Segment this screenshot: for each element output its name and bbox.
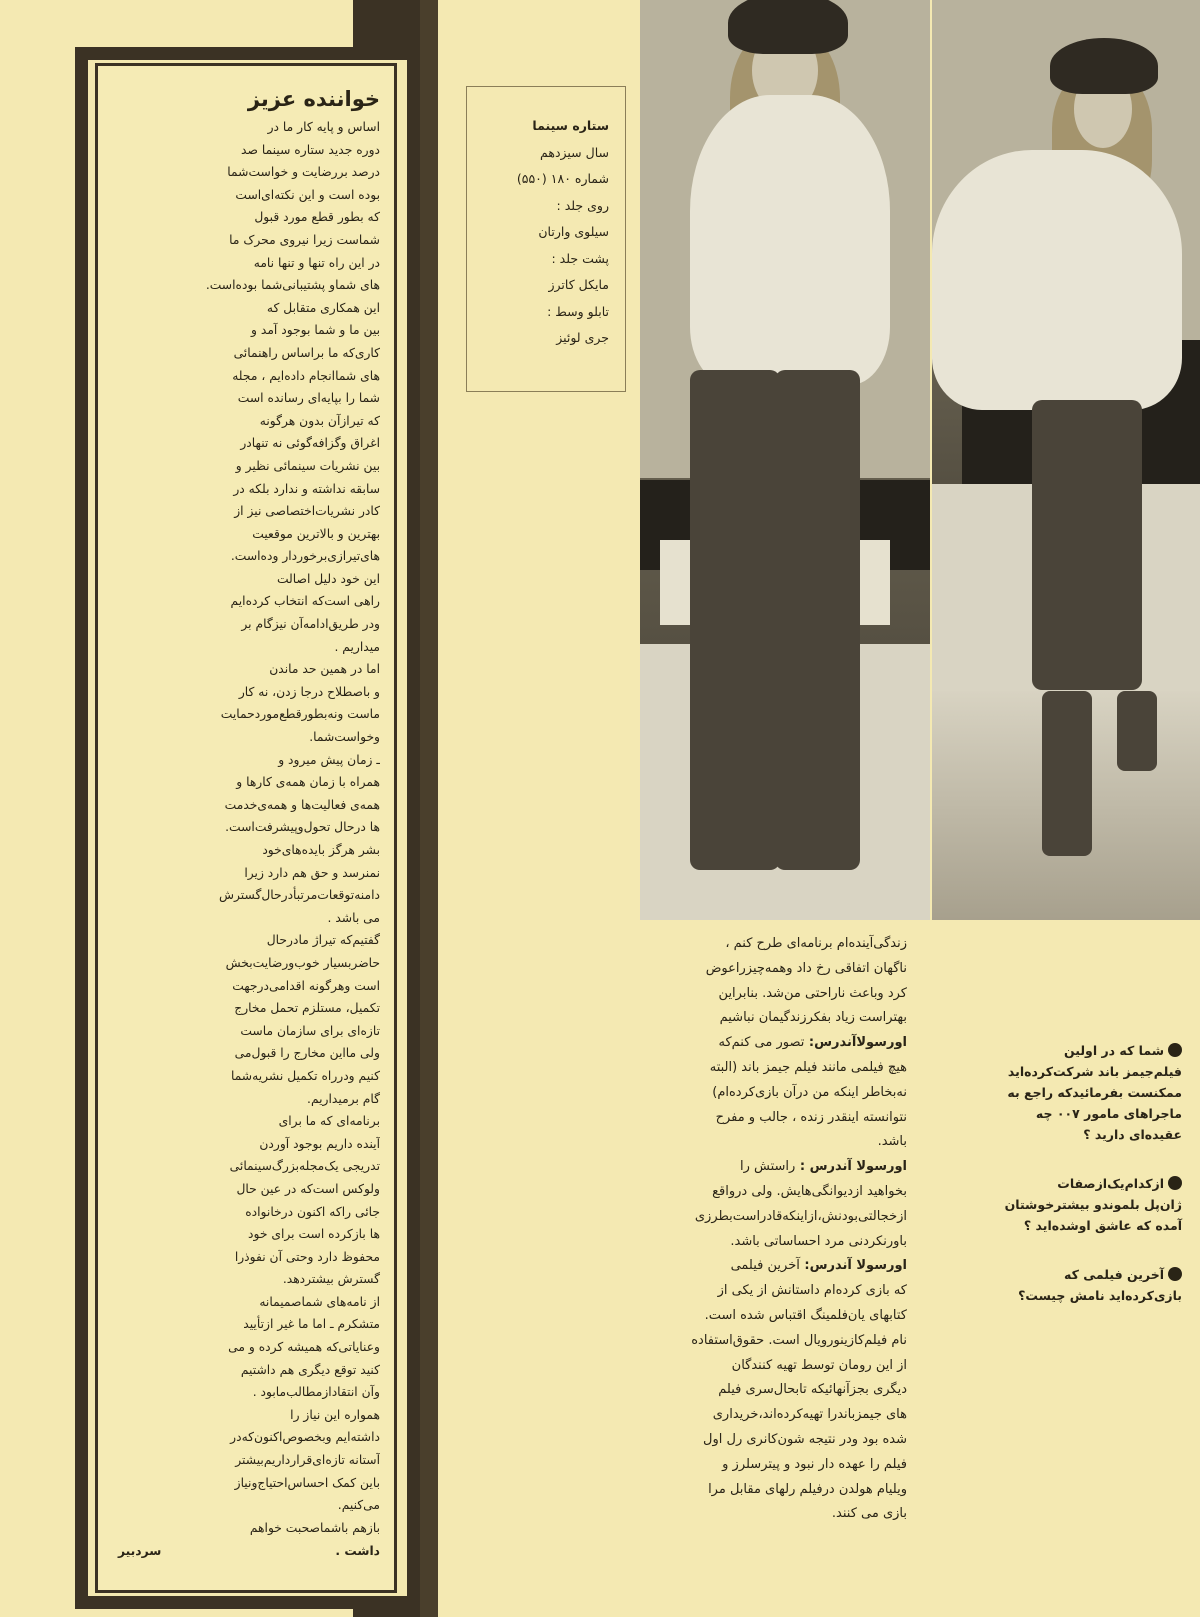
letter-line: وعنایاتی‌که همیشه کرده و می <box>228 1340 380 1355</box>
question-line <box>920 1103 1182 1124</box>
interview-line-text: های جیمزباندرا تهیه‌کرده‌اند،خریداری <box>712 1407 907 1423</box>
letter-line: شماست زیرا نیروی محرک ما <box>229 232 380 247</box>
question-line <box>920 1194 1182 1215</box>
model-trousers-left <box>690 370 780 870</box>
question-line <box>920 1124 1182 1145</box>
question-line-text: فیلم‌جیمز باند شرکت‌کرده‌اید <box>1007 1064 1182 1079</box>
interview-line <box>645 1428 907 1453</box>
interview-line-text: نام فیلم‌کازینورویال است. حقوق‌استفاده <box>691 1332 907 1348</box>
spine-strip-light <box>420 0 438 1617</box>
question-line-text: ممکنست بفرمائیدکه راجع به <box>1007 1085 1182 1100</box>
letter-line: است وهرگونه اقدامی‌درجهت <box>232 978 380 993</box>
question-line-text: عقیده‌ای دارید ؟ <box>1083 1127 1182 1142</box>
speaker-label: اورسولاآندرس: <box>804 1035 907 1051</box>
letter-line: بشر هرگز بایده‌های‌خود <box>262 843 380 857</box>
letter-line: ودر طریق‌ادامه‌آن نیزگام بر <box>241 617 380 632</box>
interview-line <box>645 1180 907 1205</box>
interview-line <box>645 1254 907 1279</box>
credits-line: پشت جلد : <box>551 250 609 266</box>
interview-line <box>645 1453 907 1478</box>
letter-line: بین ما و شما بوجود آمد و <box>251 323 380 338</box>
interview-line <box>645 1056 907 1081</box>
credits-line: روی جلد : <box>556 197 609 213</box>
letter-line: آینده داریم بوجود آوردن <box>259 1136 380 1151</box>
letter-line: تکمیل، مستلزم تحمل مخارج <box>234 1001 380 1016</box>
letter-line: گسترش بیشتردهد. <box>282 1272 380 1287</box>
letter-line: از نامه‌های شماصمیمانه <box>259 1294 380 1309</box>
letter-line: های‌تیرازی‌برخوردار وده‌است. <box>230 549 380 564</box>
interview-line <box>645 1403 907 1428</box>
model-leg-lower <box>1042 691 1092 856</box>
bullet-icon <box>1168 1267 1182 1281</box>
letter-signature: سردبیر <box>118 1544 162 1559</box>
letter-line: همواره این نیاز را <box>290 1407 380 1422</box>
interview-line <box>645 1502 907 1527</box>
letter-line: کاری‌که ما براساس راهنمائی <box>233 345 380 360</box>
letter-line: نمنرسد و حق هم دارد زیرا <box>244 865 380 880</box>
letter-line: کنیم ودرراه تکمیل نشریه‌شما <box>230 1068 380 1083</box>
interview-line-text: باورنکردنی مرد احساساتی باشد. <box>730 1233 907 1249</box>
letter-line: بین نشریات سینمائی نظیر و <box>235 458 380 473</box>
letter-line: این همکاری متقابل که <box>266 300 380 315</box>
letter-line: این خود دلیل اصالت <box>276 571 380 586</box>
interview-line <box>645 1378 907 1403</box>
letter-line: دوره جدید ستاره سینما صد <box>241 142 380 157</box>
question-line <box>920 1082 1182 1103</box>
question-line <box>920 1264 1182 1285</box>
letter-line: وآن انتقادازمطالب‌مابود . <box>252 1385 380 1400</box>
interview-line-text: تصور می کنم‌که <box>718 1035 805 1051</box>
letter-line: های شماو پشتیبانی‌شما بوده‌است. <box>205 278 380 293</box>
question-line-text: شما که در اولین <box>1064 1043 1164 1058</box>
letter-line: آستانه تازه‌ای‌قرارداریم‌بیشتر <box>235 1453 380 1468</box>
speaker-label: اورسولا آندرس : <box>795 1159 907 1175</box>
fashion-photo-left <box>640 0 930 920</box>
letter-line: اما در همین حد ماندن <box>269 662 380 677</box>
interview-line-text: نەبخاطر اینکه من درآن بازی‌کرده‌ام) <box>712 1084 907 1100</box>
question-line <box>920 1040 1182 1061</box>
model-trousers-right <box>775 370 860 870</box>
interview-line <box>645 1354 907 1379</box>
model-hat <box>728 0 848 54</box>
letter-line: برنامه‌ای که ما برای <box>278 1114 380 1129</box>
interview-line-text: بهتراست زیاد بفکرزندگیمان نباشیم <box>719 1010 907 1026</box>
letter-line: بوده است و این نکته‌ای‌است <box>235 187 380 202</box>
question-line-text: ازکدام‌یک‌ازصفات <box>1057 1176 1164 1191</box>
letter-line: درصد بررضایت و خواست‌شما <box>227 165 380 180</box>
letter-line: راهی است‌که انتخاب کرده‌ایم <box>230 594 380 609</box>
interview-line-text: شده بود ودر نتیجه شون‌کانری رل اول <box>703 1431 907 1447</box>
interview-line <box>645 1304 907 1329</box>
interview-questions <box>920 1040 1182 1334</box>
model-hat <box>1050 38 1158 94</box>
interview-line-text: کتابهای یان‌فلمینگ اقتباس شده است. <box>704 1307 907 1323</box>
margin-strip-left <box>58 0 68 1617</box>
letter-line: باین کمک احساس‌احتیاج‌ونیاز <box>234 1475 380 1490</box>
letter-line: ماست ونه‌بطورقطع‌موردحمایت <box>220 707 380 722</box>
letter-line: ولوکس است‌که در عین حال <box>236 1181 380 1196</box>
bullet-icon <box>1168 1043 1182 1057</box>
interview-line-text: دیگری بجزآنهائیکه تابحال‌سری فیلم <box>718 1382 907 1398</box>
interview-line-text: زندگی‌آینده‌ام برنامه‌ای طرح کنم ، <box>725 936 907 951</box>
letter-line: جائی راکه اکنون درخانواده <box>245 1204 380 1219</box>
credits-line: جری لوئیز <box>556 330 609 345</box>
interview-line-text: بازی می کنند. <box>831 1506 907 1522</box>
issue-credits-box <box>466 86 626 392</box>
interview-line <box>645 1205 907 1230</box>
question-line <box>920 1061 1182 1082</box>
interview-line-text: نتوانسته اینقدر زنده ، جالب و مفرح <box>715 1109 907 1125</box>
fashion-photo-right <box>932 0 1200 691</box>
question-block <box>920 1264 1182 1306</box>
interview-line <box>645 1155 907 1180</box>
interview-line <box>645 1130 907 1155</box>
letter-signature-row <box>118 1541 380 1561</box>
interview-line-text: که بازی کرده‌ام داستانش از یکی از <box>717 1283 907 1299</box>
letter-line: می باشد . <box>327 910 380 925</box>
letter-line: همراه با زمان همه‌ی کارها و <box>236 775 380 790</box>
interview-line <box>645 1006 907 1031</box>
photo-right-lower <box>932 691 1200 920</box>
credits-line: مایکل کاترز <box>548 277 609 292</box>
letter-title: خواننده عزیز <box>247 87 380 111</box>
letter-closing-word: داشت . <box>335 1544 380 1559</box>
letter-line: های شماانجام داده‌ایم ، مجله <box>232 368 380 383</box>
interview-text <box>645 932 907 1527</box>
model-sweater <box>690 95 890 385</box>
interview-line-text: راستش را <box>740 1159 796 1175</box>
interview-line <box>645 1329 907 1354</box>
letter-line: که تیرازآن بدون هرگونه <box>259 413 380 428</box>
letter-line: اغراق وگزافه‌گوئی نه تنهادر <box>240 436 380 451</box>
interview-line-text: ازخجالتی‌بودنش،ازاینکه‌قادراست‌بطرزی <box>694 1208 907 1224</box>
letter-line: متشکرم ـ اما ما غیر ازتأیید <box>243 1317 380 1332</box>
letter-line: تدریجی یک‌مجله‌بزرگ‌سینمائی <box>229 1159 380 1174</box>
letter-line: که بطور قطع مورد قبول <box>254 210 380 225</box>
credits-line: سال سیزدهم <box>540 144 609 160</box>
letter-body <box>118 116 380 1539</box>
question-line-text: آخرین فیلمی که <box>1064 1267 1164 1282</box>
letter-line: کنید توقع دیگری هم داشتیم <box>240 1362 380 1377</box>
editor-letter <box>118 86 380 1561</box>
letter-line: تازه‌ای برای سازمان ماست <box>240 1023 380 1038</box>
letter-line: کادر نشریات‌اختصاصی نیز از <box>234 504 380 519</box>
letter-line: حاضربسیار خوب‌ورضایت‌بخش <box>225 955 380 970</box>
letter-line: گام برمیداریم. <box>307 1091 380 1106</box>
question-line <box>920 1173 1182 1194</box>
credits-line: سیلوی وارتان <box>538 224 609 239</box>
question-line-text: بازی‌کرده‌اید نامش چیست؟ <box>1018 1288 1182 1303</box>
letter-line: اساس و پایه کار ما در <box>267 120 380 134</box>
letter-line: همه‌ی فعالیت‌ها و همه‌ی‌خدمت <box>224 797 380 812</box>
letter-line: وخواست‌شما. <box>309 730 380 745</box>
question-block <box>920 1173 1182 1236</box>
interview-line-text: آخرین فیلمی <box>730 1258 800 1274</box>
question-block <box>920 1040 1182 1145</box>
interview-line-text: از این رومان توسط تهیه کنندگان <box>731 1357 907 1373</box>
speaker-label: اورسولا آندرس: <box>799 1258 907 1274</box>
letter-line: و باصطلاح درجا زدن، نه کار <box>238 684 380 699</box>
interview-line <box>645 982 907 1007</box>
letter-line: سابقه نداشته و ندارد بلکه در <box>233 481 380 496</box>
interview-line-text: باشد. <box>877 1134 907 1150</box>
question-line <box>920 1285 1182 1306</box>
letter-line: ـ زمان پیش میرود و <box>278 752 380 767</box>
interview-line <box>645 957 907 982</box>
credits-line: شماره ۱۸۰ (۵۵۰) <box>516 171 609 186</box>
interview-line <box>645 1279 907 1304</box>
question-line-text: ماجراهای مامور ۰۰۷ چه <box>1035 1106 1182 1121</box>
letter-line: در این راه تنها و تنها نامه <box>253 255 380 270</box>
letter-line: ها درحال تحول‌وپیشرفت‌است. <box>225 820 380 835</box>
letter-line: ها بازکرده است برای خود <box>247 1227 380 1242</box>
letter-line: ولی مااین مخارج را قبول‌می <box>234 1046 380 1061</box>
interview-line-text: بخواهید ازدیوانگی‌هایش. ولی درواقع <box>712 1183 907 1199</box>
question-line <box>920 1215 1182 1236</box>
interview-line-text: کرد وباعث ناراحتی من‌شد. بنابراین <box>718 985 907 1001</box>
letter-line: محفوظ دارد وحتی آن نفوذرا <box>234 1249 380 1264</box>
model-sweater <box>932 150 1182 410</box>
interview-line <box>645 932 907 957</box>
interview-line-text: ویلیام هولدن درفیلم رلهای مقابل مرا <box>708 1481 907 1497</box>
bullet-icon <box>1168 1176 1182 1190</box>
letter-line: بازهم باشماصحبت خواهم <box>249 1520 380 1535</box>
credits-line: تابلو وسط : <box>547 303 609 319</box>
interview-line-text: هیچ فیلمی مانند فیلم جیمز باند (البته <box>709 1059 907 1075</box>
question-line-text: آمده که عاشق اوشده‌اید ؟ <box>1023 1218 1182 1233</box>
interview-line <box>645 1106 907 1131</box>
credits-title: ستاره سینما <box>532 118 609 133</box>
interview-line-text: فیلم را عهده دار نبود و پیترسلرز و <box>722 1456 907 1472</box>
letter-line: می‌کنیم. <box>337 1498 380 1513</box>
letter-line: دامنه‌توقعات‌مرتبأدرحال‌گسترش <box>219 888 380 903</box>
question-line-text: ژان‌پل بلموندو بیشترخوشتان <box>1004 1197 1182 1212</box>
model-leg-lower-2 <box>1117 691 1157 771</box>
interview-line <box>645 1478 907 1503</box>
interview-line-text: ناگهان اتفاقی رخ داد وهمه‌چیزراعوض <box>705 960 907 976</box>
letter-line: میداریم . <box>334 639 380 654</box>
letter-line: شما را بپایه‌ای رسانده است <box>237 391 380 406</box>
interview-line <box>645 1031 907 1056</box>
letter-line: گفتیم‌که تیراژ مادرحال <box>266 933 380 948</box>
letter-line: بهترین و بالاترین موقعیت <box>252 526 380 541</box>
letter-line: داشته‌ایم وبخصوص‌اکنون‌کەدر <box>230 1430 380 1445</box>
model-trousers <box>1032 400 1142 690</box>
interview-line <box>645 1081 907 1106</box>
interview-line <box>645 1230 907 1255</box>
